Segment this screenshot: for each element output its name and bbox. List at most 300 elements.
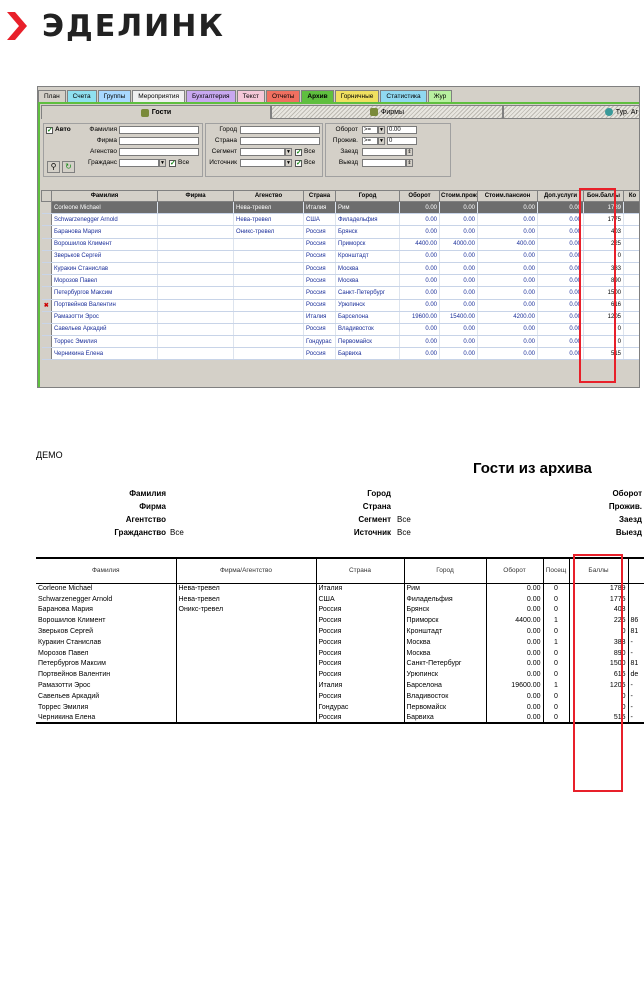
report-arrival-label: Заезд bbox=[619, 515, 642, 524]
grid-cell-extra[interactable]: 0.00 bbox=[538, 311, 584, 323]
grid-cell-stay[interactable]: 0.00 bbox=[440, 336, 478, 348]
grid-cell-stay[interactable]: 15400.00 bbox=[440, 311, 478, 323]
report-cell-visits: 0 bbox=[543, 669, 569, 680]
archive-sub-tabs bbox=[41, 105, 640, 119]
grid-cell-stay[interactable]: 0.00 bbox=[440, 214, 478, 226]
row-indicator[interactable] bbox=[42, 275, 52, 287]
grid-cell-extra[interactable]: 0.00 bbox=[538, 214, 584, 226]
report-cell-points: 383 bbox=[569, 637, 628, 648]
departure-date-input[interactable] bbox=[362, 159, 406, 167]
grid-cell-turnover[interactable]: 0.00 bbox=[400, 336, 440, 348]
grid-cell-firm[interactable] bbox=[158, 336, 234, 348]
report-source-label: Источник bbox=[353, 528, 391, 537]
grid-cell-city[interactable]: Приморск bbox=[336, 238, 400, 250]
report-city-label: Город bbox=[367, 489, 391, 498]
refresh-icon[interactable]: ↻ bbox=[62, 161, 75, 173]
country-label: Страна bbox=[214, 137, 237, 144]
grid-cell-points[interactable]: 0 bbox=[584, 250, 624, 262]
grid-cell-city[interactable]: Кронштадт bbox=[336, 250, 400, 262]
grid-cell-turnover[interactable]: 0.00 bbox=[400, 202, 440, 214]
filter-panel bbox=[41, 121, 639, 179]
grid-cell-country[interactable]: Россия bbox=[304, 299, 336, 311]
main-tab[interactable]: Отчеты bbox=[266, 90, 300, 102]
main-tab[interactable]: Архив bbox=[301, 90, 333, 102]
grid-cell-turnover[interactable]: 0.00 bbox=[400, 323, 440, 335]
report-cell-points: 1205 bbox=[569, 680, 628, 691]
auto-checkbox[interactable]: ✓ bbox=[47, 127, 53, 134]
grid-cell-name[interactable]: Куракин Станислав bbox=[52, 262, 158, 274]
grid-cell-stay[interactable]: 0.00 bbox=[440, 299, 478, 311]
table-row[interactable] bbox=[42, 262, 641, 274]
grid-cell-stay[interactable]: 4000.00 bbox=[440, 238, 478, 250]
table-row[interactable] bbox=[42, 336, 641, 348]
grid-cell-points[interactable]: 1500 bbox=[584, 287, 624, 299]
grid-cell-country[interactable]: США bbox=[304, 214, 336, 226]
grid-cell-turnover[interactable]: 0.00 bbox=[400, 250, 440, 262]
stay-value-input[interactable]: 0 bbox=[387, 137, 417, 145]
grid-cell-name[interactable]: Морозов Павел bbox=[52, 275, 158, 287]
grid-cell-agency[interactable]: Оникс-тревел bbox=[234, 226, 304, 238]
grid-column-header[interactable]: Доп.услуги bbox=[538, 191, 584, 202]
grid-cell-name[interactable]: Corleone Michael bbox=[52, 202, 158, 214]
grid-cell-city[interactable]: Москва bbox=[336, 262, 400, 274]
report-row bbox=[36, 615, 644, 626]
grid-cell-firm[interactable] bbox=[158, 275, 234, 287]
report-cell-points: 0 bbox=[569, 626, 628, 637]
report-stay-label: Прожив. bbox=[608, 502, 642, 511]
grid-cell-points[interactable]: 403 bbox=[584, 226, 624, 238]
grid-cell-firm[interactable] bbox=[158, 299, 234, 311]
surname-label: Фамилия bbox=[89, 126, 117, 133]
grid-cell-board[interactable]: 4200.00 bbox=[478, 311, 538, 323]
report-row bbox=[36, 669, 644, 680]
report-column-header: Фамилия bbox=[36, 558, 176, 583]
grid-cell-board[interactable]: 0.00 bbox=[478, 299, 538, 311]
grid-cell-stay[interactable]: 0.00 bbox=[440, 250, 478, 262]
grid-cell-city[interactable]: Брянск bbox=[336, 226, 400, 238]
tab-firms[interactable] bbox=[271, 105, 503, 119]
grid-cell-extra[interactable]: 0.00 bbox=[538, 323, 584, 335]
report-cell-extra: - bbox=[630, 682, 633, 690]
report-cell-agency bbox=[176, 713, 316, 724]
arrival-spin-icon[interactable]: ⇕ bbox=[407, 149, 412, 155]
grid-cell-firm[interactable] bbox=[158, 214, 234, 226]
grid-cell-country[interactable]: Россия bbox=[304, 226, 336, 238]
grid-cell-board[interactable]: 0.00 bbox=[478, 214, 538, 226]
agency-input[interactable] bbox=[119, 148, 199, 156]
grid-column-header[interactable]: Агенство bbox=[234, 191, 304, 202]
report-source-value: Все bbox=[397, 528, 411, 537]
report-row bbox=[36, 626, 644, 637]
grid-cell-turnover[interactable]: 0.00 bbox=[400, 299, 440, 311]
stay-op-dropdown-icon[interactable]: ▼ bbox=[379, 138, 384, 144]
main-tab[interactable]: Жур bbox=[428, 90, 453, 102]
table-row[interactable] bbox=[42, 275, 641, 287]
main-tab[interactable]: Мероприятия bbox=[132, 90, 185, 102]
grid-cell-name[interactable]: Портвейнов Валентин bbox=[52, 299, 158, 311]
grid-cell-extra[interactable]: 0.00 bbox=[538, 348, 584, 360]
grid-cell-agency[interactable] bbox=[234, 238, 304, 250]
grid-cell-points[interactable]: 1789 bbox=[584, 202, 624, 214]
report-cell-extra: 81 bbox=[630, 628, 639, 636]
table-row[interactable] bbox=[42, 287, 641, 299]
grid-cell-ko[interactable] bbox=[624, 323, 641, 335]
demo-watermark: ДЕМО bbox=[36, 450, 63, 460]
report-cell-city: Первомайск bbox=[404, 702, 486, 713]
grid-cell-points[interactable]: 0 bbox=[584, 336, 624, 348]
row-indicator[interactable] bbox=[42, 214, 52, 226]
grid-cell-ko[interactable] bbox=[624, 214, 641, 226]
brand-logo bbox=[4, 6, 225, 46]
grid-cell-points[interactable]: 515 bbox=[584, 348, 624, 360]
grid-cell-city[interactable]: Барселона bbox=[336, 311, 400, 323]
grid-cell-city[interactable]: Владивосток bbox=[336, 323, 400, 335]
citizenship-dropdown-icon[interactable]: ▼ bbox=[160, 160, 165, 166]
report-firm-label: Фирма bbox=[139, 502, 166, 511]
grid-cell-extra[interactable]: 0.00 bbox=[538, 299, 584, 311]
surname-input[interactable] bbox=[119, 126, 199, 134]
grid-column-header[interactable]: Фамилия bbox=[52, 191, 158, 202]
table-row[interactable] bbox=[42, 348, 641, 360]
grid-cell-points[interactable]: 1775 bbox=[584, 214, 624, 226]
row-indicator[interactable] bbox=[42, 287, 52, 299]
report-cell-turnover: 0.00 bbox=[486, 659, 543, 670]
grid-cell-agency[interactable] bbox=[234, 348, 304, 360]
table-row[interactable] bbox=[42, 250, 641, 262]
grid-cell-name[interactable]: Ворошилов Климент bbox=[52, 238, 158, 250]
filter-funnel-icon[interactable]: ⚲ bbox=[47, 161, 60, 173]
grid-cell-name[interactable]: Петербургов Максим bbox=[52, 287, 158, 299]
grid-column-header[interactable]: Стоим.прож bbox=[440, 191, 478, 202]
citizenship-select[interactable] bbox=[119, 159, 159, 167]
report-cell-points: 0 bbox=[569, 702, 628, 713]
departure-label: Выезд bbox=[338, 159, 358, 166]
grid-cell-name[interactable]: Черникина Елена bbox=[52, 348, 158, 360]
report-header-row bbox=[36, 558, 644, 583]
grid-cell-agency[interactable]: Нева-тревел bbox=[234, 214, 304, 226]
stay-op-select[interactable]: >= bbox=[362, 137, 378, 145]
grid-cell-board[interactable]: 0.00 bbox=[478, 262, 538, 274]
report-cell-agency bbox=[176, 669, 316, 680]
grid-cell-agency[interactable] bbox=[234, 299, 304, 311]
arrival-date-input[interactable] bbox=[362, 148, 406, 156]
main-tab[interactable]: Горничные bbox=[335, 90, 380, 102]
grid-cell-extra[interactable]: 0.00 bbox=[538, 275, 584, 287]
globe-icon bbox=[605, 108, 613, 116]
grid-cell-ko[interactable] bbox=[624, 202, 641, 214]
grid-cell-stay[interactable]: 0.00 bbox=[440, 323, 478, 335]
grid-cell-agency[interactable] bbox=[234, 250, 304, 262]
report-cell-points: 0 bbox=[569, 691, 628, 702]
grid-cell-turnover[interactable]: 0.00 bbox=[400, 226, 440, 238]
grid-cell-stay[interactable]: 0.00 bbox=[440, 287, 478, 299]
report-cell-name: Зверьков Сергей bbox=[36, 626, 176, 637]
report-cell-points: 515 bbox=[569, 713, 628, 724]
report-column-header: Посещ bbox=[543, 558, 569, 583]
turnover-op-select[interactable]: >= bbox=[362, 126, 378, 134]
report-cell-city: Москва bbox=[404, 648, 486, 659]
segment-all-label: Все bbox=[304, 148, 316, 155]
report-departure-label: Выезд bbox=[615, 528, 642, 537]
grid-cell-points[interactable]: 0 bbox=[584, 323, 624, 335]
grid-cell-extra[interactable]: 0.00 bbox=[538, 336, 584, 348]
logo-text: ЭДЕЛИНК bbox=[42, 8, 225, 44]
report-cell-city: Урюпинск bbox=[404, 669, 486, 680]
report-cell-city: Кронштадт bbox=[404, 626, 486, 637]
table-row[interactable] bbox=[42, 323, 641, 335]
grid-cell-country[interactable]: Россия bbox=[304, 238, 336, 250]
report-cell-country: Россия bbox=[316, 626, 404, 637]
grid-cell-country[interactable]: Россия bbox=[304, 250, 336, 262]
grid-cell-agency[interactable]: Нева-тревел bbox=[234, 202, 304, 214]
grid-column-header[interactable]: Бон.баллы bbox=[584, 191, 624, 202]
grid-cell-firm[interactable] bbox=[158, 262, 234, 274]
grid-cell-points[interactable]: 890 bbox=[584, 275, 624, 287]
grid-column-header[interactable]: Оборот bbox=[400, 191, 440, 202]
grid-cell-turnover[interactable]: 4400.00 bbox=[400, 238, 440, 250]
grid-cell-name[interactable]: Зверьков Сергей bbox=[52, 250, 158, 262]
grid-cell-board[interactable]: 0.00 bbox=[478, 250, 538, 262]
grid-cell-country[interactable]: Гондурас bbox=[304, 336, 336, 348]
row-indicator[interactable] bbox=[42, 336, 52, 348]
tab-guests[interactable] bbox=[41, 105, 271, 119]
grid-cell-board[interactable]: 400.00 bbox=[478, 238, 538, 250]
row-indicator[interactable] bbox=[42, 348, 52, 360]
grid-indicator-header bbox=[42, 191, 52, 202]
grid-cell-ko[interactable] bbox=[624, 336, 641, 348]
main-tab[interactable]: Группы bbox=[98, 90, 132, 102]
grid-cell-agency[interactable] bbox=[234, 323, 304, 335]
table-row[interactable] bbox=[42, 238, 641, 250]
table-row[interactable] bbox=[42, 214, 641, 226]
grid-cell-board[interactable]: 0.00 bbox=[478, 348, 538, 360]
row-indicator[interactable] bbox=[42, 238, 52, 250]
grid-cell-turnover[interactable]: 0.00 bbox=[400, 348, 440, 360]
report-cell-extra bbox=[628, 583, 644, 594]
report-agency-label: Агентство bbox=[125, 515, 166, 524]
main-tab[interactable]: Бухгалтерия bbox=[186, 90, 236, 102]
report-citizenship-value: Все bbox=[170, 528, 184, 537]
source-select[interactable] bbox=[240, 159, 285, 167]
report-country-label: Страна bbox=[362, 502, 391, 511]
grid-cell-turnover[interactable]: 0.00 bbox=[400, 262, 440, 274]
report-cell-name: Петербургов Максим bbox=[36, 659, 176, 670]
main-tab[interactable]: Текст bbox=[237, 90, 265, 102]
grid-cell-name[interactable]: Рамазотти Эрос bbox=[52, 311, 158, 323]
report-extra-header bbox=[628, 558, 644, 583]
grid-cell-ko[interactable] bbox=[624, 238, 641, 250]
firm-input[interactable] bbox=[119, 137, 199, 145]
segment-select[interactable] bbox=[240, 148, 285, 156]
turnover-op-dropdown-icon[interactable]: ▼ bbox=[379, 127, 384, 133]
grid-cell-stay[interactable]: 0.00 bbox=[440, 348, 478, 360]
grid-column-header[interactable]: Ко bbox=[624, 191, 641, 202]
report-row bbox=[36, 713, 644, 724]
report-cell-points: 616 bbox=[569, 669, 628, 680]
grid-cell-turnover[interactable]: 0.00 bbox=[400, 214, 440, 226]
grid-cell-turnover[interactable]: 0.00 bbox=[400, 287, 440, 299]
grid-cell-country[interactable]: Россия bbox=[304, 275, 336, 287]
grid-cell-extra[interactable]: 0.00 bbox=[538, 287, 584, 299]
report-cell-agency bbox=[176, 680, 316, 691]
grid-cell-name[interactable]: Баранова Мария bbox=[52, 226, 158, 238]
grid-cell-firm[interactable] bbox=[158, 202, 234, 214]
grid-cell-points[interactable]: 1205 bbox=[584, 311, 624, 323]
archive-report bbox=[36, 440, 644, 800]
report-segment-label: Сегмент bbox=[358, 515, 391, 524]
source-all-checkbox[interactable]: ✓ bbox=[296, 160, 302, 167]
grid-cell-firm[interactable] bbox=[158, 348, 234, 360]
grid-cell-country[interactable]: Россия bbox=[304, 262, 336, 274]
grid-cell-agency[interactable] bbox=[234, 311, 304, 323]
grid-cell-country[interactable]: Россия bbox=[304, 323, 336, 335]
country-input[interactable] bbox=[240, 137, 320, 145]
main-tab-bar bbox=[38, 90, 453, 102]
report-cell-extra bbox=[628, 605, 644, 616]
grid-cell-city[interactable]: Барвиха bbox=[336, 348, 400, 360]
grid-column-header[interactable]: Стоим.пансион bbox=[478, 191, 538, 202]
grid-cell-ko[interactable] bbox=[624, 348, 641, 360]
grid-cell-city[interactable]: Филадельфия bbox=[336, 214, 400, 226]
grid-cell-extra[interactable]: 0.00 bbox=[538, 250, 584, 262]
grid-cell-points[interactable]: 616 bbox=[584, 299, 624, 311]
grid-cell-firm[interactable] bbox=[158, 238, 234, 250]
grid-cell-name[interactable]: Торрес Эмилия bbox=[52, 336, 158, 348]
report-cell-extra: - bbox=[630, 638, 633, 646]
city-input[interactable] bbox=[240, 126, 320, 134]
grid-cell-extra[interactable]: 0.00 bbox=[538, 262, 584, 274]
main-tab[interactable]: Статистика bbox=[380, 90, 426, 102]
grid-column-header[interactable]: Страна bbox=[304, 191, 336, 202]
row-indicator[interactable] bbox=[42, 262, 52, 274]
grid-cell-name[interactable]: Schwarzenegger Arnold bbox=[52, 214, 158, 226]
grid-cell-ko[interactable] bbox=[624, 262, 641, 274]
grid-cell-country[interactable]: Россия bbox=[304, 287, 336, 299]
report-cell-country: Россия bbox=[316, 691, 404, 702]
report-cell-points: 225 bbox=[569, 615, 628, 626]
grid-cell-ko[interactable] bbox=[624, 299, 641, 311]
report-cell-turnover: 19600.00 bbox=[486, 680, 543, 691]
main-tab[interactable]: План bbox=[38, 90, 66, 102]
grid-cell-firm[interactable] bbox=[158, 226, 234, 238]
report-cell-country: Россия bbox=[316, 713, 404, 724]
segment-all-checkbox[interactable]: ✓ bbox=[296, 149, 302, 156]
report-cell-name: Морозов Павел bbox=[36, 648, 176, 659]
grid-cell-points[interactable]: 383 bbox=[584, 262, 624, 274]
tab-tour-agents[interactable] bbox=[503, 105, 640, 119]
grid-cell-ko[interactable] bbox=[624, 250, 641, 262]
grid-cell-extra[interactable]: 0.00 bbox=[538, 226, 584, 238]
grid-cell-board[interactable]: 0.00 bbox=[478, 323, 538, 335]
grid-cell-board[interactable]: 0.00 bbox=[478, 287, 538, 299]
report-cell-visits: 0 bbox=[543, 713, 569, 724]
grid-cell-points[interactable]: 225 bbox=[584, 238, 624, 250]
grid-cell-stay[interactable]: 0.00 bbox=[440, 275, 478, 287]
grid-cell-stay[interactable]: 0.00 bbox=[440, 262, 478, 274]
citizenship-all-checkbox[interactable]: ✓ bbox=[170, 160, 176, 167]
turnover-label: Оборот bbox=[335, 126, 358, 133]
table-row[interactable] bbox=[42, 311, 641, 323]
grid-cell-ko[interactable] bbox=[624, 311, 641, 323]
segment-dropdown-icon[interactable]: ▼ bbox=[286, 149, 291, 155]
grid-cell-turnover[interactable]: 19600.00 bbox=[400, 311, 440, 323]
report-cell-agency bbox=[176, 637, 316, 648]
grid-cell-city[interactable]: Москва bbox=[336, 275, 400, 287]
grid-column-header[interactable]: Фирма bbox=[158, 191, 234, 202]
report-row bbox=[36, 691, 644, 702]
arrival-label: Заезд bbox=[340, 148, 358, 155]
row-indicator[interactable]: ✖ bbox=[42, 299, 52, 311]
tab-tour-label: Тур. Аг bbox=[615, 108, 638, 116]
tab-firms-label: Фирмы bbox=[381, 108, 404, 116]
grid-cell-board[interactable]: 0.00 bbox=[478, 202, 538, 214]
report-cell-extra: 81 bbox=[630, 660, 639, 668]
grid-cell-board[interactable]: 0.00 bbox=[478, 226, 538, 238]
turnover-value-input[interactable]: 0.00 bbox=[387, 126, 417, 134]
grid-cell-turnover[interactable]: 0.00 bbox=[400, 275, 440, 287]
table-row[interactable] bbox=[42, 226, 641, 238]
grid-cell-extra[interactable]: 0.00 bbox=[538, 202, 584, 214]
row-indicator[interactable] bbox=[42, 226, 52, 238]
grid-cell-city[interactable]: Первомайск bbox=[336, 336, 400, 348]
report-cell-turnover: 0.00 bbox=[486, 691, 543, 702]
main-tab[interactable]: Счета bbox=[67, 90, 97, 102]
grid-cell-country[interactable]: Россия bbox=[304, 348, 336, 360]
grid-cell-agency[interactable] bbox=[234, 336, 304, 348]
grid-column-header[interactable]: Город bbox=[336, 191, 400, 202]
grid-cell-stay[interactable]: 0.00 bbox=[440, 226, 478, 238]
report-cell-extra: - bbox=[630, 692, 633, 700]
grid-cell-agency[interactable] bbox=[234, 287, 304, 299]
grid-cell-name[interactable]: Савельев Аркадий bbox=[52, 323, 158, 335]
grid-cell-ko[interactable] bbox=[624, 275, 641, 287]
source-dropdown-icon[interactable]: ▼ bbox=[286, 160, 291, 166]
row-indicator[interactable] bbox=[42, 323, 52, 335]
grid-cell-firm[interactable] bbox=[158, 250, 234, 262]
grid-cell-city[interactable]: Санкт-Петербург bbox=[336, 287, 400, 299]
grid-cell-city[interactable]: Урюпинск bbox=[336, 299, 400, 311]
table-row[interactable] bbox=[42, 299, 641, 311]
grid-cell-ko[interactable] bbox=[624, 226, 641, 238]
departure-spin-icon[interactable]: ⇕ bbox=[407, 160, 412, 166]
grid-cell-ko[interactable] bbox=[624, 287, 641, 299]
row-indicator[interactable] bbox=[42, 202, 52, 214]
grid-cell-city[interactable]: Рим bbox=[336, 202, 400, 214]
grid-cell-country[interactable]: Италия bbox=[304, 311, 336, 323]
grid-cell-country[interactable]: Италия bbox=[304, 202, 336, 214]
row-indicator[interactable] bbox=[42, 311, 52, 323]
grid-cell-extra[interactable]: 0.00 bbox=[538, 238, 584, 250]
report-cell-visits: 1 bbox=[543, 637, 569, 648]
grid-cell-board[interactable]: 0.00 bbox=[478, 275, 538, 287]
points-highlight-box bbox=[579, 188, 616, 383]
report-cell-extra: de bbox=[630, 671, 639, 679]
grid-cell-stay[interactable]: 0.00 bbox=[440, 202, 478, 214]
report-cell-visits: 1 bbox=[543, 615, 569, 626]
row-indicator[interactable] bbox=[42, 250, 52, 262]
report-cell-turnover: 0.00 bbox=[486, 637, 543, 648]
grid-cell-board[interactable]: 0.00 bbox=[478, 336, 538, 348]
grid-cell-agency[interactable] bbox=[234, 275, 304, 287]
grid-cell-firm[interactable] bbox=[158, 287, 234, 299]
report-cell-points: 890 bbox=[569, 648, 628, 659]
report-cell-agency bbox=[176, 648, 316, 659]
grid-cell-firm[interactable] bbox=[158, 311, 234, 323]
grid-cell-agency[interactable] bbox=[234, 262, 304, 274]
report-cell-city: Барселона bbox=[404, 680, 486, 691]
table-row[interactable] bbox=[42, 202, 641, 214]
grid-cell-firm[interactable] bbox=[158, 323, 234, 335]
